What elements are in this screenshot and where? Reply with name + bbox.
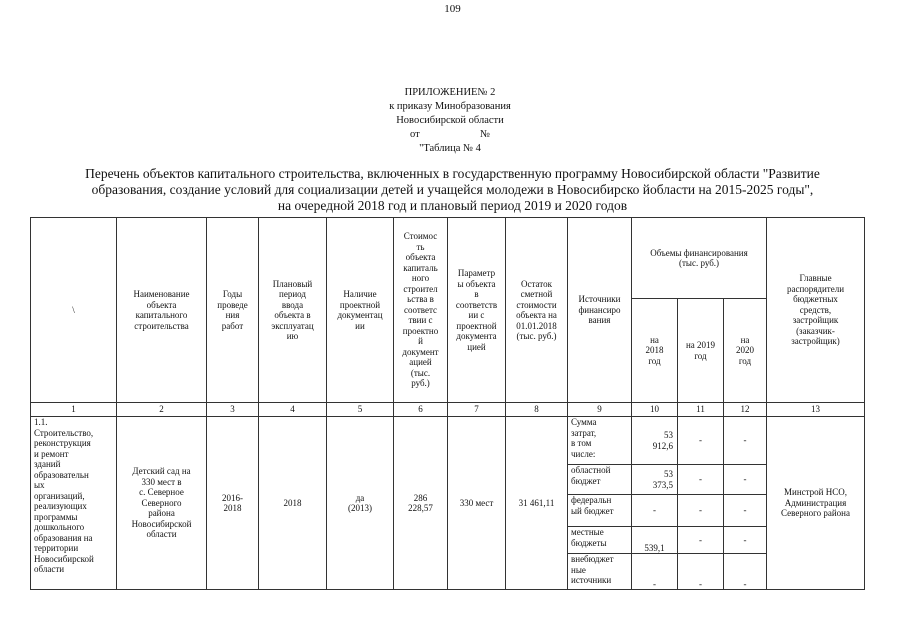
source-extrabudget-2020: - [724,554,767,590]
row-program-code: 1.1. Строительство, реконструкция и ремонт зданий образовательн ых организаций, реализующих программы дошкольного образования на территории Новосибирской области [31,417,117,590]
header-cost: Стоимос ть объекта капиталь ного строител ьства в соответс твии с проектно й документ ацией (тыс. руб.) [394,218,448,403]
header-parameters: Параметр ы объекта в соответств ии с проектной документа цией [448,218,506,403]
table-row [31,417,865,465]
source-total-2019: - [678,417,724,465]
source-regional-2019: - [678,465,724,495]
source-regional-2020: - [724,465,767,495]
appendix-order-line: к приказу Минобразования [389,101,511,112]
header-managers: Главные распорядители бюджетных средств, застройщик (заказчик- застройщик) [767,218,865,403]
appendix-table-label: "Таблица № 4 [419,143,481,154]
header-object-name: Наименование объекта капитального строительства [117,218,207,403]
column-number: 13 [767,403,865,417]
source-total-2018: 53 912,6 [632,417,678,465]
column-number: 11 [678,403,724,417]
source-regional-label: областной бюджет [568,465,632,495]
column-number: 6 [394,403,448,417]
row-commissioning: 2018 [259,417,327,590]
source-extrabudget-2019: - [678,554,724,590]
header-index: \ [31,218,117,403]
column-number: 4 [259,403,327,417]
source-federal-2018: - [632,495,678,527]
column-number: 10 [632,403,678,417]
heading-line-3: на очередной 2018 год и плановый период 2019 и 2020 годов [277,198,628,213]
heading-line-1: Перечень объектов капитального строительства, включенных в государственную программу Новосибирской области "Развитие [85,166,820,181]
header-remaining: Остаток сметной стоимости объекта на 01.01.2018 (тыс. руб.) [506,218,568,403]
source-federal-2019: - [678,495,724,527]
row-managers: Минстрой НСО, Администрация Северного района [767,417,865,590]
source-extrabudget-2018: - [632,554,678,590]
header-sources: Источники финансиро вания [568,218,632,403]
row-parameters: 330 мест [448,417,506,590]
source-federal-label: федеральн ый бюджет [568,495,632,527]
column-number: 7 [448,403,506,417]
appendix-title: ПРИЛОЖЕНИЕ№ 2 [404,87,496,98]
row-object-name: Детский сад на 330 мест в с. Северное Северного района Новосибирской области [117,417,207,590]
source-total-label: Сумма затрат, в том числе: [568,417,632,465]
header-year-2018: на 2018 год [632,299,678,403]
row-documentation: да (2013) [327,417,394,590]
source-local-2018: 539,1 [632,527,678,554]
column-number: 3 [207,403,259,417]
appendix-block [300,86,600,156]
column-number: 1 [31,403,117,417]
column-number: 12 [724,403,767,417]
row-years: 2016- 2018 [207,417,259,590]
row-cost: 286 228,57 [394,417,448,590]
header-commissioning: Плановый период ввода объекта в эксплуатац ию [259,218,327,403]
source-total-2020: - [724,417,767,465]
column-number: 5 [327,403,394,417]
appendix-region-line: Новосибирской области [396,115,504,126]
page-number: 109 [444,3,461,15]
row-remaining: 31 461,11 [506,417,568,590]
appendix-date-number-line: от № [409,129,491,140]
heading-line-2: образования, создание условий для социализации детей и учащейся молодежи в Новосибирско йобласти на 2015-2025 годы", [91,182,814,197]
source-local-label: местные бюджеты [568,527,632,554]
header-year-2019: на 2019 год [678,299,724,403]
column-number: 9 [568,403,632,417]
header-documentation: Наличие проектной документац ии [327,218,394,403]
header-financing-volumes: Объемы финансирования (тыс. руб.) [632,218,767,299]
column-number-row [31,403,865,417]
source-extrabudget-label: внебюджет ные источники [568,554,632,590]
source-local-2020: - [724,527,767,554]
column-number: 8 [506,403,568,417]
header-year-2020: на 2020 год [724,299,767,403]
source-regional-2018: 53 373,5 [632,465,678,495]
document-heading [12,166,893,214]
source-local-2019: - [678,527,724,554]
header-years: Годы проведе ния работ [207,218,259,403]
column-number: 2 [117,403,207,417]
source-federal-2020: - [724,495,767,527]
capital-construction-table [30,217,865,590]
